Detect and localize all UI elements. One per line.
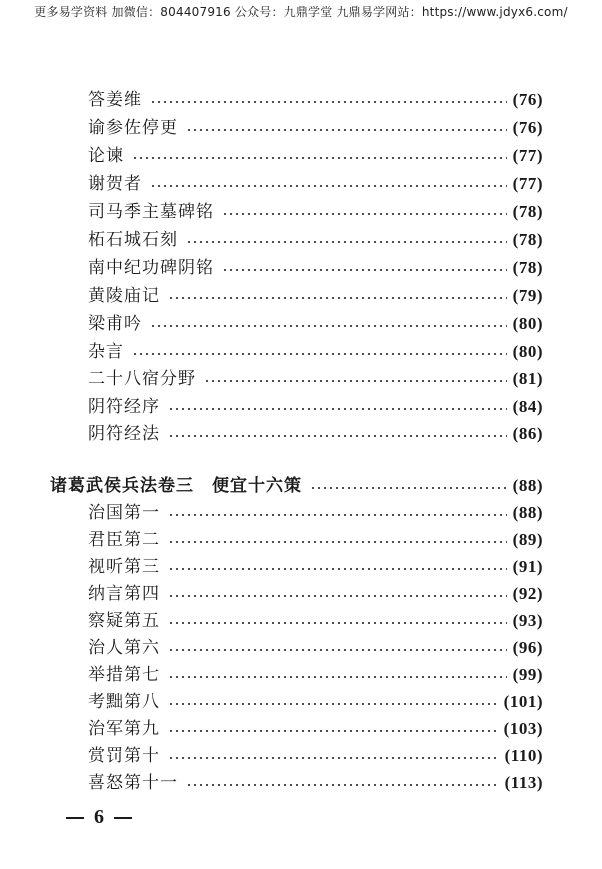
footer-dash-left — [66, 817, 84, 819]
toc-entry-title: 视听第三 — [88, 557, 160, 577]
toc-entry — [88, 116, 543, 140]
toc-entry-title: 黄陵庙记 — [88, 286, 160, 306]
dot-leader — [168, 622, 507, 624]
section-heading-page: (88) — [512, 476, 543, 495]
toc-entry — [88, 744, 543, 768]
toc-entry-page: (77) — [512, 174, 543, 193]
toc-section-heading — [50, 474, 543, 498]
toc-entry-title: 论谏 — [88, 146, 124, 166]
toc-entry-page: (86) — [512, 424, 543, 443]
toc-entry-title: 考黜第八 — [88, 692, 160, 712]
toc-entry — [88, 228, 543, 252]
toc-entry — [88, 528, 543, 552]
dot-leader — [168, 435, 507, 437]
toc-entry-page: (78) — [512, 230, 543, 249]
toc-entry-title: 喜怒第十一 — [88, 773, 178, 793]
dot-leader — [222, 269, 507, 271]
toc-entry-title: 谢贺者 — [88, 174, 142, 194]
toc-entry-title: 二十八宿分野 — [88, 369, 196, 389]
toc-entry — [88, 609, 543, 633]
toc-entry-title: 君臣第二 — [88, 530, 160, 550]
toc-entry-title: 南中纪功碑阴铭 — [88, 258, 214, 278]
toc-entry — [88, 717, 543, 741]
dot-leader — [150, 325, 507, 327]
dot-leader — [168, 703, 498, 705]
page-header-banner: 更多易学资料 加微信：804407916 公众号：九鼎学堂 九鼎易学网站：https://www.jdyx6.com/ — [34, 5, 568, 19]
toc-entry-title: 司马季主墓碑铭 — [88, 202, 214, 222]
section-heading-title: 诸葛武侯兵法卷三 便宜十六策 — [50, 476, 302, 496]
dot-leader — [168, 297, 507, 299]
toc-entry-page: (84) — [512, 397, 543, 416]
dot-leader — [168, 730, 498, 732]
toc-entry — [88, 636, 543, 660]
toc-entry — [88, 312, 543, 336]
toc-entry — [88, 395, 543, 419]
page-number: 6 — [94, 806, 104, 828]
dot-leader — [168, 595, 507, 597]
toc-entry-title: 纳言第四 — [88, 584, 160, 604]
dot-leader — [168, 676, 507, 678]
toc-entry-title: 梁甫吟 — [88, 314, 142, 334]
dot-leader — [132, 157, 507, 159]
dot-leader — [310, 487, 507, 489]
toc-entry — [88, 367, 543, 391]
toc-entry-page: (76) — [512, 118, 543, 137]
toc-entry-title: 杂言 — [88, 342, 124, 362]
toc-entry — [88, 340, 543, 364]
toc-entry — [88, 690, 543, 714]
toc-entry-page: (81) — [512, 369, 543, 388]
footer-dash-right — [114, 817, 132, 819]
toc-entry — [88, 172, 543, 196]
toc-entry — [88, 88, 543, 112]
toc-entry-page: (77) — [512, 146, 543, 165]
toc-entry — [88, 284, 543, 308]
dot-leader — [204, 380, 507, 382]
dot-leader — [168, 757, 499, 759]
toc-entry — [88, 422, 543, 446]
toc-entry-page: (110) — [504, 746, 543, 765]
dot-leader — [168, 408, 507, 410]
toc-entry-page: (80) — [512, 314, 543, 333]
toc-entry-title: 柘石城石刻 — [88, 230, 178, 250]
page-footer — [66, 806, 132, 829]
dot-leader — [150, 185, 507, 187]
toc-entry-page: (78) — [512, 258, 543, 277]
toc-entry-title: 阴符经法 — [88, 424, 160, 444]
toc-entry-page: (113) — [504, 773, 543, 792]
toc-entry-page: (91) — [512, 557, 543, 576]
toc-entry-page: (93) — [512, 611, 543, 630]
toc-entry-page: (103) — [503, 719, 543, 738]
dot-leader — [168, 568, 507, 570]
toc-entry-page: (101) — [503, 692, 543, 711]
toc-entry-page: (80) — [512, 342, 543, 361]
toc-entry-title: 察疑第五 — [88, 611, 160, 631]
dot-leader — [132, 353, 507, 355]
toc-entry — [88, 144, 543, 168]
dot-leader — [168, 514, 507, 516]
toc-entry-title: 阴符经序 — [88, 397, 160, 417]
toc-entry — [88, 582, 543, 606]
toc-entry-title: 治人第六 — [88, 638, 160, 658]
toc-entry — [88, 200, 543, 224]
dot-leader — [150, 101, 507, 103]
dot-leader — [168, 541, 507, 543]
toc-entry-page: (92) — [512, 584, 543, 603]
toc-entry-page: (99) — [512, 665, 543, 684]
toc-entry — [88, 771, 543, 795]
toc-entry-title: 治军第九 — [88, 719, 160, 739]
toc-entry-page: (89) — [512, 530, 543, 549]
toc-entry-title: 举措第七 — [88, 665, 160, 685]
toc-entry-title: 答姜维 — [88, 90, 142, 110]
toc-entry-page: (78) — [512, 202, 543, 221]
toc-entry — [88, 663, 543, 687]
dot-leader — [186, 784, 499, 786]
dot-leader — [168, 649, 507, 651]
dot-leader — [186, 241, 507, 243]
toc-entry — [88, 501, 543, 525]
toc-entry-title: 谕参佐停更 — [88, 118, 178, 138]
toc-entry-title: 赏罚第十 — [88, 746, 160, 766]
dot-leader — [186, 129, 507, 131]
toc-entry-page: (76) — [512, 90, 543, 109]
toc-entry-page: (79) — [512, 286, 543, 305]
toc-entry — [88, 256, 543, 280]
toc-entry-page: (96) — [512, 638, 543, 657]
toc-entry-title: 治国第一 — [88, 503, 160, 523]
dot-leader — [222, 213, 507, 215]
toc-entry-page: (88) — [512, 503, 543, 522]
toc-entry — [88, 555, 543, 579]
